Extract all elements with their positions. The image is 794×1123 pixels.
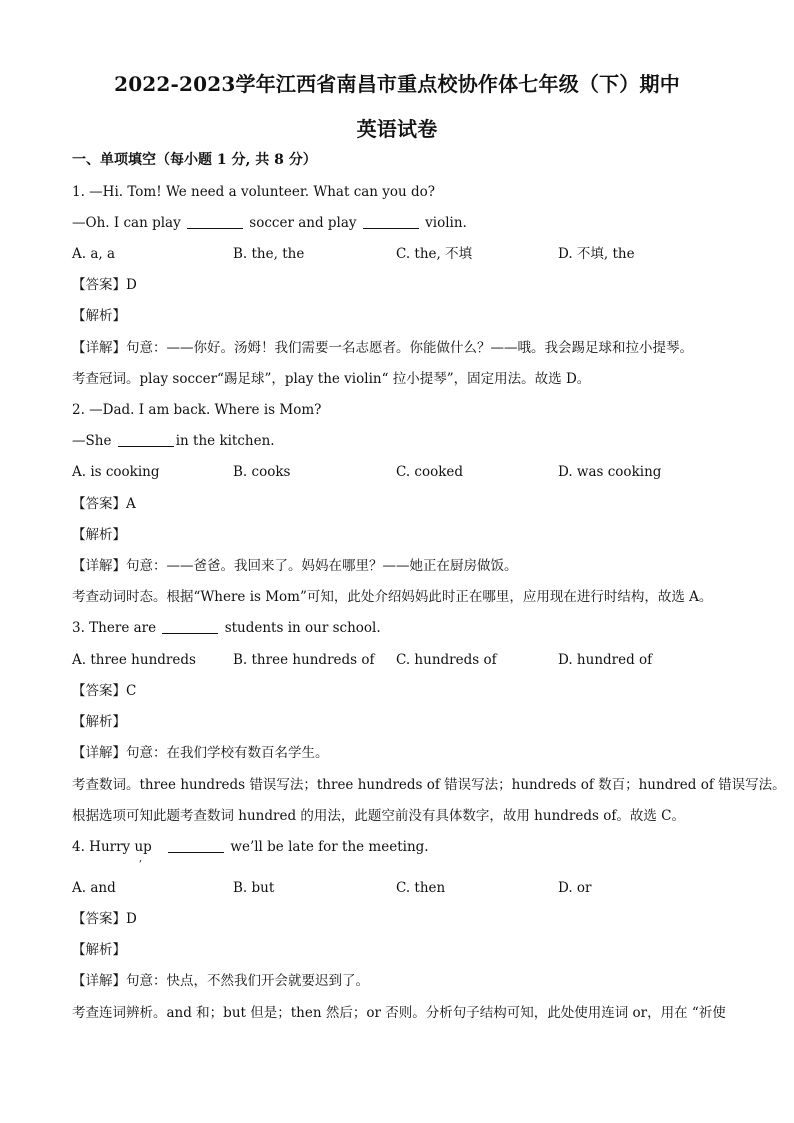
q2-option-b: B. cooks <box>233 464 291 480</box>
q1-blank-2 <box>363 216 419 229</box>
q3-option-d: D. hundred of <box>558 652 653 668</box>
q1-detail-text: 句意：——你好。汤姆！我们需要一名志愿者。你能做什么？——哦。我会踢足球和拉小提琴。 <box>126 340 693 356</box>
exam-title: 2022-2023学年江西省南昌市重点校协作体七年级（下）期中 <box>114 72 680 96</box>
exam-subtitle: 英语试卷 <box>356 117 438 141</box>
q1-option-d: D. 不填, the <box>558 246 635 262</box>
detail-label: 【详解】 <box>72 340 126 356</box>
detail-label: 【详解】 <box>72 745 126 761</box>
q4-stem-part-b: we’ll be late for the meeting. <box>230 839 429 855</box>
q4-stem-part-a: 4. Hurry up <box>72 839 152 855</box>
q4-blank <box>168 840 224 853</box>
q3-detail-text: 句意：在我们学校有数百名学生。 <box>126 745 329 761</box>
q2-blank <box>118 434 174 447</box>
q2-explanation: 考查动词时态。根据“Where is Mom”可知，此处介绍妈妈此时正在哪里，应用现在进行时结构，故选 A。 <box>72 589 713 605</box>
q1-blank-1 <box>187 216 243 229</box>
q2-detail-text: 句意：——爸爸。我回来了。妈妈在哪里？——她正在厨房做饭。 <box>126 558 518 574</box>
q2-option-d: D. was cooking <box>558 464 662 480</box>
q1-analysis-label: 【解析】 <box>72 308 126 324</box>
q3-option-b: B. three hundreds of <box>233 652 375 668</box>
q3-detail <box>72 744 329 762</box>
q2-option-a: A. is cooking <box>72 464 160 480</box>
q2-stem-line2 <box>72 432 275 450</box>
answer-label: 【答案】 <box>72 683 126 699</box>
q4-option-c: C. then <box>396 880 446 896</box>
q4-detail <box>72 972 369 990</box>
q4-answer <box>72 910 137 928</box>
q1-stem-part-c: violin. <box>425 215 467 231</box>
q2-answer <box>72 495 136 513</box>
q3-stem <box>72 619 381 637</box>
q2-answer-value: A <box>126 496 136 512</box>
q4-explanation: 考查连词辨析。and 和；but 但是；then 然后；or 否则。分析句子结构可知，此处使用连词 or，用在 “祈使 <box>72 1005 726 1021</box>
q4-analysis-label: 【解析】 <box>72 942 126 958</box>
q3-answer <box>72 682 136 700</box>
q3-analysis-label: 【解析】 <box>72 714 126 730</box>
q1-stem-part-b: soccer and play <box>249 215 357 231</box>
q2-option-c: C. cooked <box>396 464 464 480</box>
q3-answer-value: C <box>126 683 137 699</box>
answer-label: 【答案】 <box>72 277 126 293</box>
q1-option-a: A. a, a <box>72 246 116 262</box>
q4-detail-text: 句意：快点，不然我们开会就要迟到了。 <box>126 973 369 989</box>
q2-analysis-label: 【解析】 <box>72 527 126 543</box>
q1-stem-line2 <box>72 214 467 232</box>
q1-answer-value: D <box>126 277 137 293</box>
q1-answer <box>72 276 137 294</box>
section-heading: 一、单项填空（每小题 1 分, 共 8 分） <box>72 152 317 168</box>
q4-stem <box>72 838 429 856</box>
q2-detail <box>72 557 518 575</box>
q4-comma-mark: , <box>139 853 143 864</box>
q1-stem-line1: 1. —Hi. Tom! We need a volunteer. What can you do? <box>72 184 436 200</box>
q3-explanation-1: 考查数词。three hundreds 错误写法；three hundreds of 错误写法；hundreds of 数百；hundred of 错误写法。 <box>72 777 786 793</box>
q2-stem-part-b: in the kitchen. <box>175 433 275 449</box>
q1-detail <box>72 339 693 357</box>
answer-label: 【答案】 <box>72 911 126 927</box>
q3-blank <box>162 621 218 634</box>
answer-label: 【答案】 <box>72 496 126 512</box>
q1-stem-part-a: —Oh. I can play <box>72 215 181 231</box>
q4-answer-value: D <box>126 911 137 927</box>
q1-option-b: B. the, the <box>233 246 305 262</box>
q4-option-a: A. and <box>72 880 116 896</box>
q3-explanation-2: 根据选项可知此题考查数词 hundred 的用法，此题空前没有具体数字，故用 hundreds of。故选 C。 <box>72 808 685 824</box>
q3-option-c: C. hundreds of <box>396 652 497 668</box>
q3-stem-part-a: 3. There are <box>72 620 157 636</box>
q3-stem-part-b: students in our school. <box>224 620 381 636</box>
q1-option-c: C. the, 不填 <box>396 246 473 262</box>
q3-option-a: A. three hundreds <box>72 652 196 668</box>
q4-option-d: D. or <box>558 880 592 896</box>
detail-label: 【详解】 <box>72 973 126 989</box>
detail-label: 【详解】 <box>72 558 126 574</box>
q2-stem-line1: 2. —Dad. I am back. Where is Mom? <box>72 402 322 418</box>
q2-stem-part-a: —She <box>72 433 112 449</box>
q1-explanation: 考查冠词。play soccer“踢足球”，play the violin“ 拉小提琴”，固定用法。故选 D。 <box>72 371 591 387</box>
q4-option-b: B. but <box>233 880 275 896</box>
